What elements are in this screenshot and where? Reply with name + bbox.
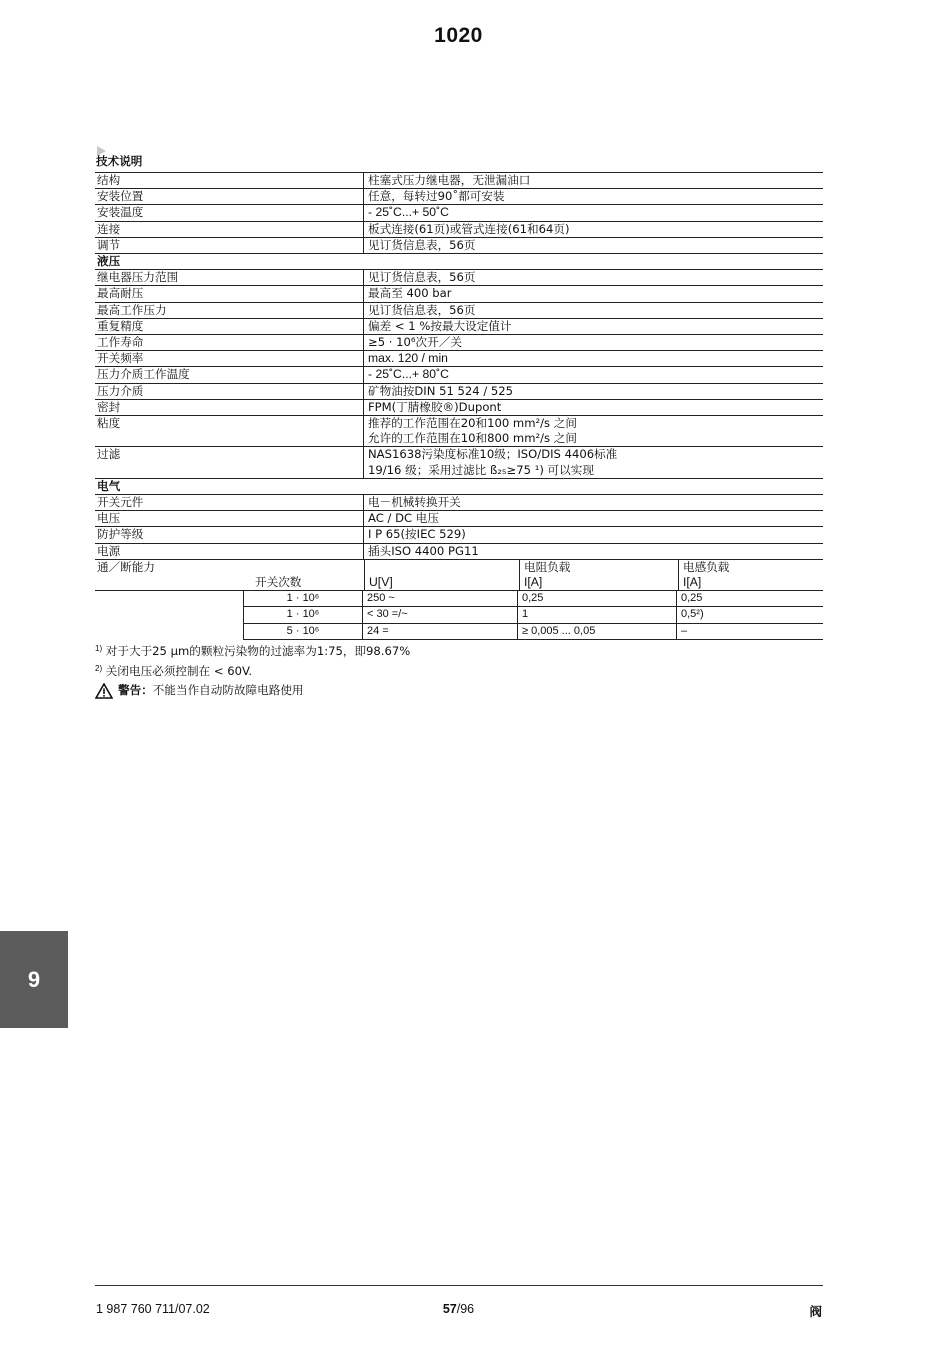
spec-label: 压力介质工作温度: [97, 367, 190, 382]
spec-label: 防护等级: [97, 527, 144, 542]
spec-value: 见订货信息表，56页: [363, 270, 823, 285]
spec-row-switching-frequency: [95, 351, 823, 367]
filtration-line-1: NAS1638污染度标准10级；ISO/DIS 4406标准: [368, 447, 618, 462]
viscosity-line-2: 允许的工作范围在10和800 mm²/s 之间: [368, 431, 577, 446]
spec-label: 重复精度: [97, 318, 144, 333]
spec-value: 任意，每转过90˚都可安装: [363, 189, 823, 204]
spec-value: [363, 447, 823, 477]
spec-label: 电源: [97, 543, 121, 558]
spec-row-fluid-temperature: [95, 367, 823, 383]
capacity-current-i-header: I[A]: [678, 575, 823, 590]
spec-label: 连接: [97, 221, 121, 236]
spec-table: [95, 172, 823, 640]
footnote-2: [95, 660, 410, 680]
capacity-count: 5 · 10⁶: [243, 624, 362, 640]
footnotes: [95, 640, 410, 699]
spec-value: max. 120 / min: [363, 351, 823, 366]
spec-row-connection: [95, 222, 823, 238]
section-title: 技术说明: [96, 154, 143, 168]
filtration-line-2: 19/16 级；采用过滤比 ß₂₅≥75 ¹) 可以实现: [368, 462, 594, 477]
capacity-voltage: 24 =: [362, 624, 517, 640]
spec-row-relay-pressure-range: [95, 270, 823, 286]
spec-label: 电压: [97, 511, 121, 526]
capacity-header-row-1: [95, 560, 823, 575]
capacity-inductive: –: [676, 624, 823, 640]
spec-row-seal: [95, 400, 823, 416]
spec-row-power-supply: [95, 544, 823, 560]
capacity-resistive-header: 电阻负载: [519, 560, 678, 575]
capacity-label: 通／断能力: [97, 559, 155, 574]
footer-page-total: /96: [456, 1302, 475, 1316]
warning-triangle-icon: [95, 683, 113, 699]
capacity-resistive: 1: [517, 607, 676, 623]
spec-row-protection-class: [95, 527, 823, 543]
spec-heading-label: 液压: [97, 254, 121, 269]
spec-value: 插头ISO 4400 PG11: [363, 544, 823, 559]
footnote-2-text: 关闭电压必须控制在 < 60V.: [102, 664, 253, 678]
spec-row-repeatability: [95, 319, 823, 335]
capacity-resistive: ≥ 0,005 ... 0,05: [517, 624, 676, 640]
footer-divider: [95, 1285, 823, 1286]
spec-row-mounting-position: [95, 189, 823, 205]
spec-row-mounting-temperature: [95, 205, 823, 221]
spec-value: FPM(丁腈橡胶®)Dupont: [363, 400, 823, 415]
capacity-inductive: 0,25: [676, 591, 823, 607]
warning-text: 不能当作自动防故障电路使用: [152, 683, 304, 697]
chapter-tab: 9: [0, 931, 68, 1028]
spec-value: 见订货信息表，56页: [363, 303, 823, 318]
spec-heading-hydraulic: [95, 254, 823, 270]
spec-row-structure: [95, 173, 823, 189]
capacity-voltage: 250 ~: [362, 591, 517, 607]
spec-value: 电－机械转换开关: [363, 495, 823, 510]
spec-value: 柱塞式压力继电器，无泄漏油口: [363, 173, 823, 188]
capacity-voltage-header: U[V]: [364, 575, 519, 590]
capacity-row: [95, 624, 823, 640]
spec-label: 最高工作压力: [97, 302, 167, 317]
spec-value: 见订货信息表，56页: [363, 238, 823, 253]
capacity-voltage: < 30 =/~: [362, 607, 517, 623]
spec-value: 最高至 400 bar: [363, 286, 823, 301]
spec-label: 安装位置: [97, 189, 144, 204]
spec-row-fluid: [95, 384, 823, 400]
spec-label: 粘度: [97, 416, 121, 431]
footer-page-number: [0, 1302, 917, 1316]
warning-line: [95, 682, 410, 699]
spec-heading-label: 电气: [97, 478, 121, 493]
spec-label: 密封: [97, 399, 121, 414]
footnote-1: [95, 640, 410, 660]
capacity-count: 1 · 10⁶: [243, 591, 362, 607]
capacity-row: [95, 607, 823, 623]
spec-value: - 25˚C...+ 50˚C: [363, 205, 823, 220]
spec-value: ≥5 · 10⁶次开／关: [363, 335, 823, 350]
capacity-resistive: 0,25: [517, 591, 676, 607]
page-title: 1020: [434, 24, 483, 47]
footer-doc-number: 1 987 760 711/07.02: [96, 1302, 210, 1316]
spec-label: 压力介质: [97, 383, 144, 398]
capacity-current-r-header: I[A]: [519, 575, 678, 590]
footer-category: 阀: [809, 1304, 822, 1319]
spec-row-voltage: [95, 511, 823, 527]
spec-label: 过滤: [97, 447, 121, 462]
spec-row-max-operating-pressure: [95, 303, 823, 319]
spec-label: 继电器压力范围: [97, 270, 179, 285]
capacity-row: [95, 591, 823, 607]
spec-value: - 25˚C...+ 80˚C: [363, 367, 823, 382]
spec-heading-electrical: [95, 479, 823, 495]
spec-label: 开关频率: [97, 351, 144, 366]
warning-label: 警告：: [118, 683, 153, 697]
spec-value: AC / DC 电压: [363, 511, 823, 526]
spec-row-viscosity: [95, 416, 823, 447]
spec-value: 矿物油按DIN 51 524 / 525: [363, 384, 823, 399]
spec-row-service-life: [95, 335, 823, 351]
spec-label: 最高耐压: [97, 286, 144, 301]
footer-page-current: 57: [442, 1302, 457, 1316]
capacity-count: 1 · 10⁶: [243, 607, 362, 623]
capacity-header-row-2: [95, 575, 823, 591]
spec-value: [363, 416, 823, 446]
spec-label: 工作寿命: [97, 335, 144, 350]
spec-value: 偏差 < 1 %按最大设定值计: [363, 319, 823, 334]
spec-label: 安装温度: [97, 205, 144, 220]
spec-value: I P 65(按IEC 529): [363, 527, 823, 542]
spec-label: 结构: [97, 173, 121, 187]
spec-label: 调节: [97, 237, 121, 252]
viscosity-line-1: 推荐的工作范围在20和100 mm²/s 之间: [368, 416, 577, 431]
spec-label: 开关元件: [97, 495, 144, 510]
footnote-2-mark: 2): [95, 664, 103, 673]
footnote-1-mark: 1): [95, 644, 103, 653]
spec-row-max-pressure: [95, 286, 823, 302]
spec-row-adjustment: [95, 238, 823, 254]
spec-row-filtration: [95, 447, 823, 478]
capacity-inductive-header: 电感负载: [678, 560, 823, 575]
spec-row-switching-element: [95, 495, 823, 511]
footnote-1-text: 对于大于25 μm的颗粒污染物的过滤率为1:75，即98.67%: [102, 644, 411, 658]
spec-value: 板式连接(61页)或管式连接(61和64页): [363, 222, 823, 237]
capacity-inductive: 0,5²): [676, 607, 823, 623]
capacity-count-header: 开关次数: [255, 575, 302, 590]
